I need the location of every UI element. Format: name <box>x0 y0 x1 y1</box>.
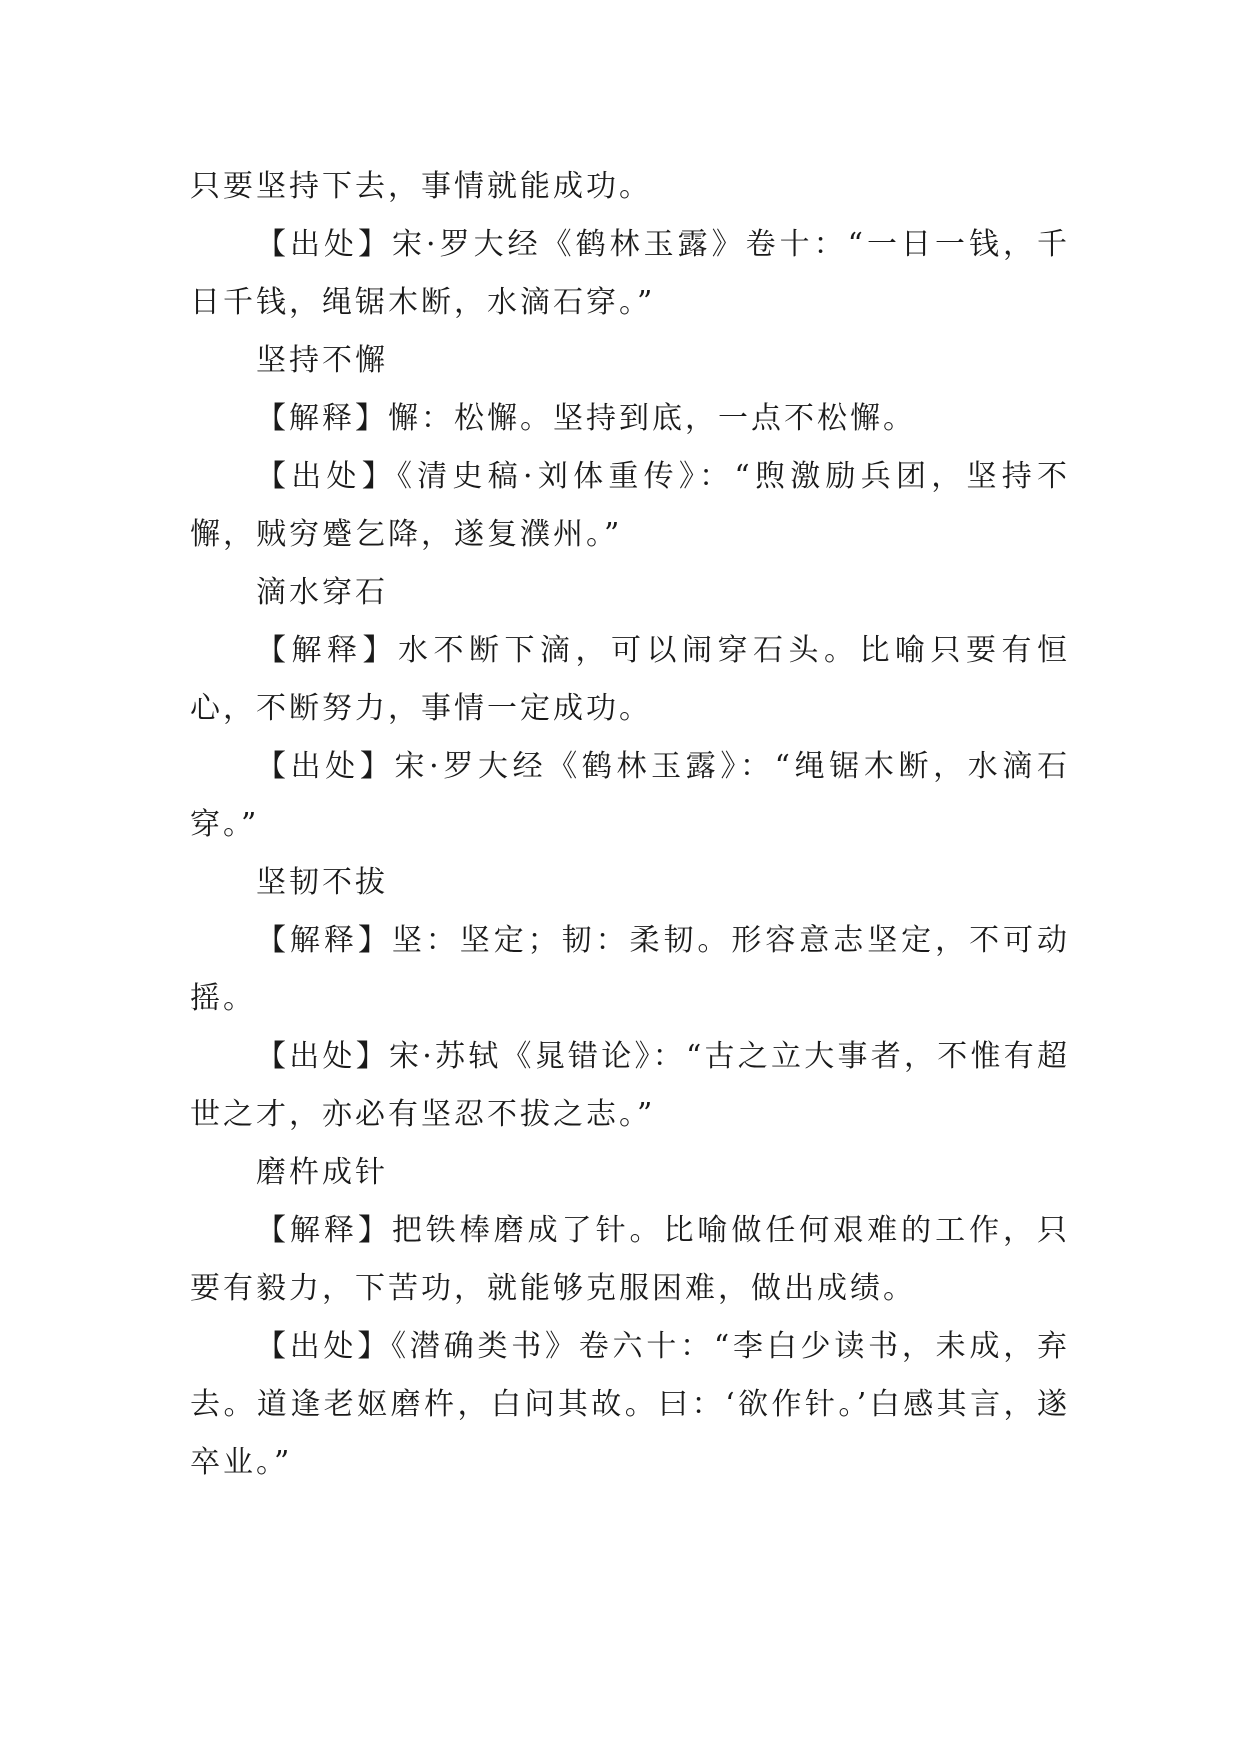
paragraph: 【出处】宋·罗大经《鹤林玉露》卷十：“一日一钱，千日千钱，绳锯木断，水滴石穿。” <box>190 227 1070 320</box>
paragraph: 【解释】坚：坚定；韧：柔韧。形容意志坚定，不可动摇。 <box>190 923 1070 1016</box>
paragraph: 【出处】《潜确类书》卷六十：“李白少读书，未成，弃去。道逢老妪磨杵，白问其故。曰：‘欲作针。’白感其言，遂卒业。” <box>190 1329 1070 1480</box>
paragraph: 【解释】把铁棒磨成了针。比喻做任何艰难的工作，只要有毅力，下苦功，就能够克服困难，做出成绩。 <box>190 1213 1070 1306</box>
idiom-heading: 滴水穿石 <box>256 575 388 610</box>
idiom-heading: 磨杵成针 <box>256 1155 388 1190</box>
document-body <box>190 158 1070 1492</box>
paragraph: 【解释】懈：松懈。坚持到底，一点不松懈。 <box>256 401 916 436</box>
idiom-heading: 坚韧不拔 <box>256 865 388 900</box>
idiom-heading: 坚持不懈 <box>256 343 388 378</box>
paragraph: 【出处】宋·罗大经《鹤林玉露》：“绳锯木断，水滴石穿。” <box>190 749 1070 842</box>
paragraph: 只要坚持下去，事情就能成功。 <box>190 169 652 204</box>
paragraph: 【出处】《清史稿·刘体重传》：“煦激励兵团，坚持不懈，贼穷蹙乞降，遂复濮州。” <box>190 459 1070 552</box>
paragraph: 【解释】水不断下滴，可以闹穿石头。比喻只要有恒心，不断努力，事情一定成功。 <box>190 633 1070 726</box>
paragraph: 【出处】宋·苏轼《晁错论》：“古之立大事者，不惟有超世之才，亦必有坚忍不拔之志。” <box>190 1039 1070 1132</box>
